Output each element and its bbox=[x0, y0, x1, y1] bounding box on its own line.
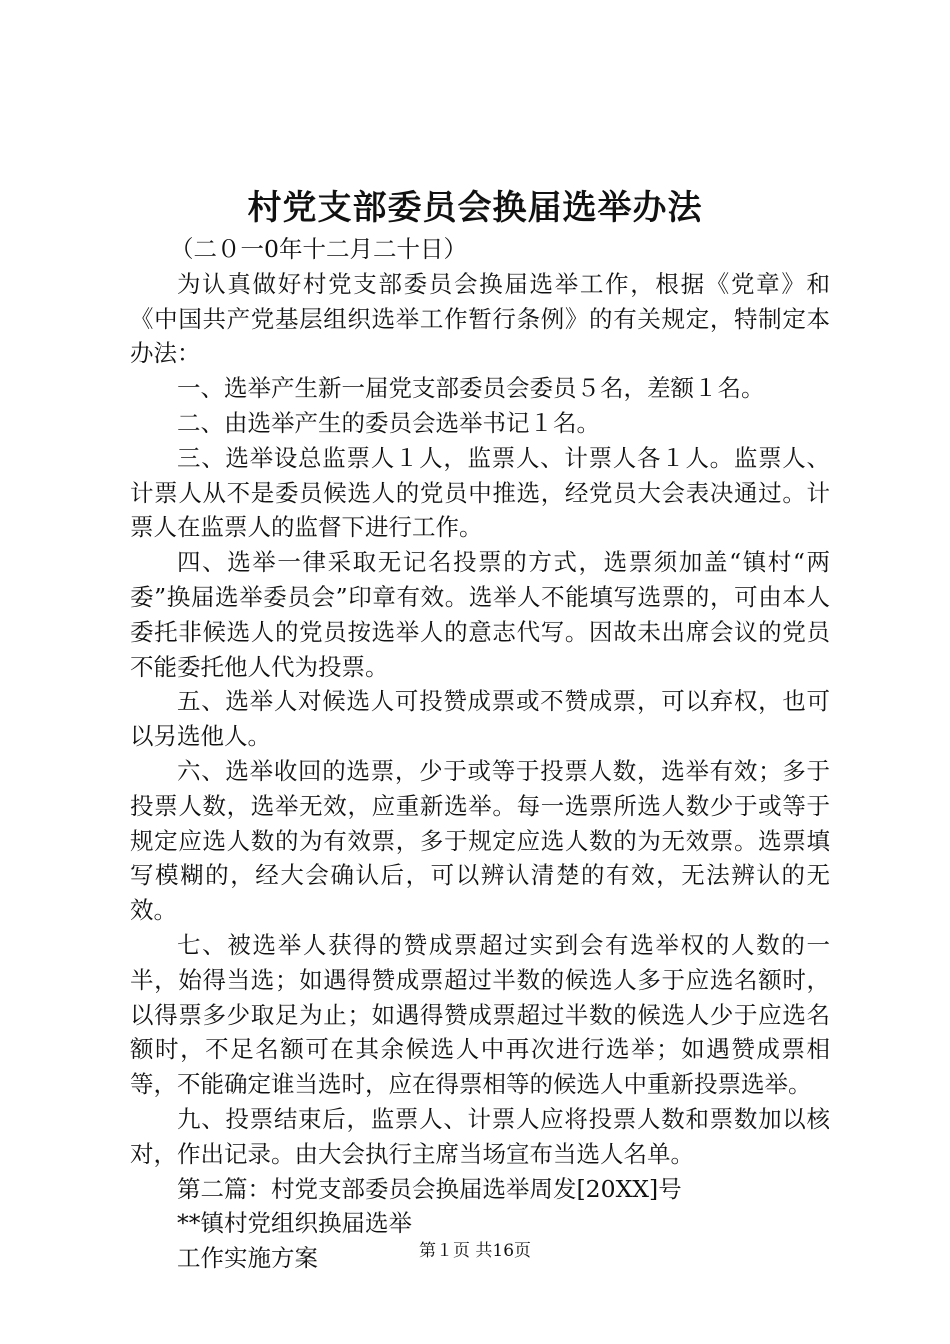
paragraph-article-7: 七、被选举人获得的赞成票超过实到会有选举权的人数的一半，始得当选；如遇得赞成票超过半数的候选人多于应选名额时，以得票多少取足为止；如遇得赞成票超过半数的候选人少于应选名额时，不足名额可在其余候选人中再次进行选举；如遇赞成票相等，不能确定谁当选时，应在得票相等的候选人中重新投票选举。 bbox=[130, 930, 830, 1099]
page-footer: 第１页 共16页 bbox=[418, 1241, 532, 1261]
paragraph-article-5: 五、选举人对候选人可投赞成票或不赞成票，可以弃权，也可以另选他人。 bbox=[130, 687, 830, 751]
document-date: （二０一0年十二月二十日） bbox=[170, 235, 467, 263]
subheading-plan: 工作实施方案 bbox=[177, 1244, 318, 1273]
paragraph-article-4: 四、选举一律采取无记名投票的方式，选票须加盖“镇村“两委”换届选举委员会”印章有效。选举人不能填写选票的，可由本人委托非候选人的党员按选举人的意志代写。因故未出席会议的党员不能委托他人代为投票。 bbox=[130, 548, 830, 681]
document-title: 村党支部委员会换届选举办法 bbox=[247, 188, 703, 228]
paragraph-article-3: 三、选举设总监票人１人，监票人、计票人各１人。监票人、计票人从不是委员候选人的党员中推选，经党员大会表决通过。计票人在监票人的监督下进行工作。 bbox=[130, 443, 830, 542]
paragraph-article-2: 二、由选举产生的委员会选举书记１名。 bbox=[177, 408, 600, 437]
section-heading: 第二篇：村党支部委员会换届选举周发[20XX]号 bbox=[177, 1174, 682, 1203]
paragraph-article-6: 六、选举收回的选票，少于或等于投票人数，选举有效；多于投票人数，选举无效，应重新选举。每一选票所选人数少于或等于规定应选人数的为有效票，多于规定应选人数的为无效票。选票填写模糊的，经大会确认后，可以辨认清楚的有效，无法辨认的无效。 bbox=[130, 756, 830, 925]
paragraph-article-1: 一、选举产生新一届党支部委员会委员５名，差额１名。 bbox=[177, 374, 765, 403]
paragraph-intro: 为认真做好村党支部委员会换届选举工作，根据《党章》和《中国共产党基层组织选举工作暂行条例》的有关规定，特制定本办法： bbox=[130, 269, 830, 368]
paragraph-article-9: 九、投票结束后，监票人、计票人应将投票人数和票数加以核对，作出记录。由大会执行主席当场宣布当选人名单。 bbox=[130, 1104, 830, 1168]
document-body bbox=[130, 232, 830, 1276]
subheading-town: **镇村党组织换届选举 bbox=[177, 1209, 412, 1238]
